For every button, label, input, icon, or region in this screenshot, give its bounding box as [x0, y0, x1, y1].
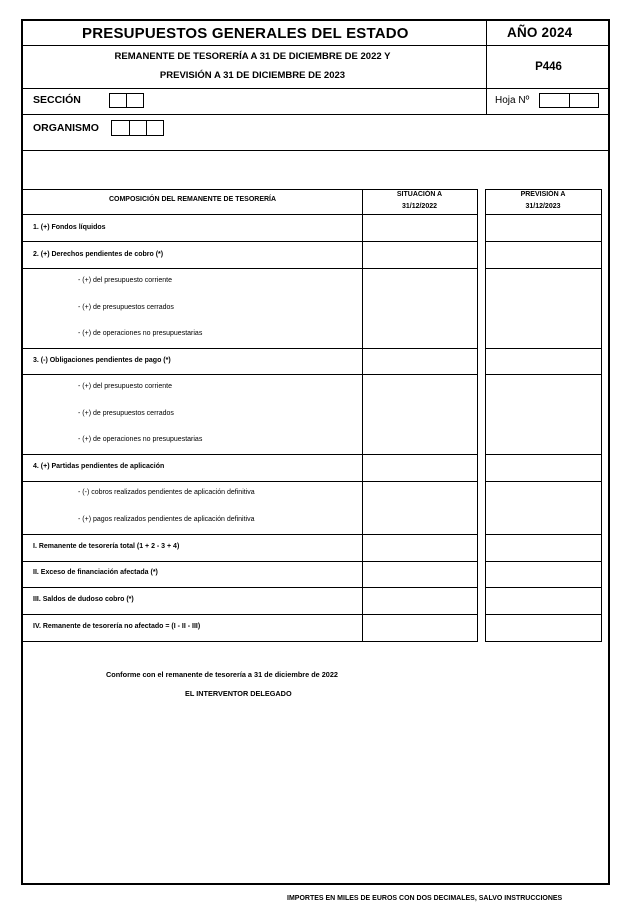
- organismo-field[interactable]: [111, 120, 164, 136]
- table-row: - (+) del presupuesto corriente: [78, 383, 172, 390]
- table-row: II. Exceso de financiación afectada (*): [33, 569, 158, 576]
- divider: [21, 114, 610, 115]
- organismo-label: ORGANISMO: [33, 122, 99, 134]
- column-header-prevision: PREVISIÓN A 31/12/2023: [520, 191, 566, 210]
- table-row: 1. (+) Fondos líquidos: [33, 224, 106, 231]
- table-row: - (+) de presupuestos cerrados: [78, 410, 174, 417]
- form-year: AÑO 2024: [507, 25, 573, 40]
- form-subtitle-line2: PREVISIÓN A 31 DE DICIEMBRE DE 2023: [159, 70, 346, 81]
- table-row: - (+) de presupuestos cerrados: [78, 304, 174, 311]
- table-row: 2. (+) Derechos pendientes de cobro (*): [33, 251, 164, 258]
- table-row: - (+) del presupuesto corriente: [78, 277, 172, 284]
- hoja-field[interactable]: [539, 93, 599, 108]
- conformity-statement: Conforme con el remanente de tesorería a 31 de diciembre de 2022: [106, 670, 338, 679]
- table-row: - (+) pagos realizados pendientes de aplicación definitiva: [78, 516, 255, 523]
- divider: [486, 88, 487, 114]
- hoja-label: Hoja Nº: [495, 95, 530, 106]
- table-row: 3. (-) Obligaciones pendientes de pago (*): [33, 357, 171, 364]
- column-header-concept: COMPOSICIÓN DEL REMANENTE DE TESORERÍA: [108, 196, 277, 203]
- table-row: 4. (+) Partidas pendientes de aplicación: [33, 463, 165, 470]
- divider: [21, 45, 610, 46]
- divider: [21, 150, 610, 151]
- table-row: - (-) cobros realizados pendientes de aplicación definitiva: [78, 489, 255, 496]
- table-row: - (+) de operaciones no presupuestarias: [78, 436, 203, 443]
- table-row: IV. Remanente de tesorería no afectado = (I - II - III): [33, 623, 201, 630]
- form-title: PRESUPUESTOS GENERALES DEL ESTADO: [82, 25, 409, 42]
- column-header-situacion: SITUACIÓN A 31/12/2022: [396, 191, 443, 210]
- seccion-field[interactable]: [109, 93, 144, 108]
- remanente-table: [21, 189, 610, 642]
- footer-note: IMPORTES EN MILES DE EUROS CON DOS DECIMALES, SALVO INSTRUCCIONES: [287, 895, 563, 902]
- signatory-title: EL INTERVENTOR DELEGADO: [185, 689, 292, 698]
- seccion-label: SECCIÓN: [33, 94, 81, 106]
- table-row: III. Saldos de dudoso cobro (*): [33, 596, 134, 603]
- table-row: I. Remanente de tesorería total (1 + 2 - 3 + 4): [33, 543, 180, 550]
- table-row: - (+) de operaciones no presupuestarias: [78, 330, 203, 337]
- form-code: P446: [535, 61, 562, 73]
- divider: [21, 88, 610, 89]
- form-subtitle-line1: REMANENTE DE TESORERÍA A 31 DE DICIEMBRE DE 2022 Y: [114, 51, 391, 62]
- divider: [486, 19, 487, 88]
